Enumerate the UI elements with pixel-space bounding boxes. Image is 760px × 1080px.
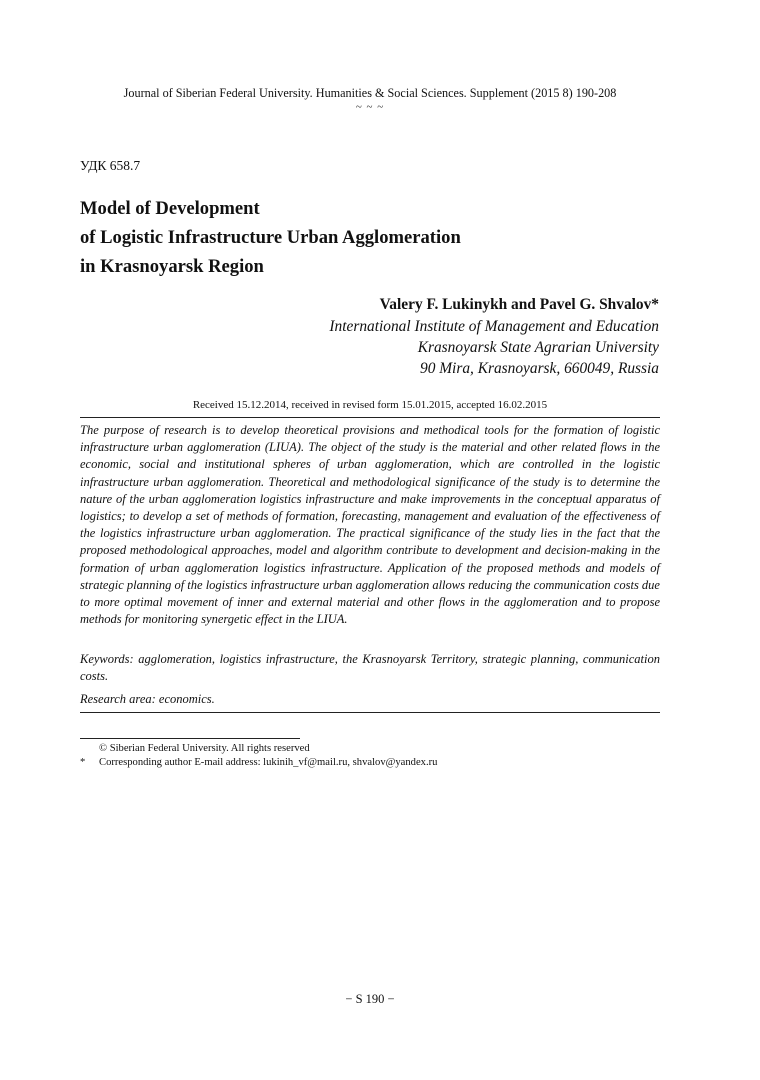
- abstract: [80, 422, 660, 628]
- header-separator: ~ ~ ~: [355, 101, 385, 113]
- received-dates: Received 15.12.2014, received in revised form 15.01.2015, accepted 16.02.2015: [192, 399, 548, 411]
- title-line: in Krasnoyarsk Region: [80, 256, 264, 277]
- affiliation-line: 90 Mira, Krasnoyarsk, 660049, Russia: [420, 360, 659, 377]
- title-line: Model of Development: [80, 198, 260, 219]
- abstract-top-rule: [80, 417, 660, 418]
- affiliation-line: Krasnoyarsk State Agrarian University: [417, 339, 659, 356]
- copyright-text: © Siberian Federal University. All rights reserved: [99, 743, 310, 754]
- page-number: − S 190 −: [345, 992, 395, 1006]
- footnote-corresponding: [80, 756, 660, 769]
- abstract-bottom-rule: [80, 712, 660, 713]
- abstract-text: The purpose of research is to develop theoretical provisions and methodical tools for the formation of logistic infrastructure urban agglomeration (LIUA). The object of the study is the material and other related flows in the economic, social and institutional spheres of urban agglomeration, which are controlled in the logistic infrastructure urban agglomeration. Theoretical and methodological significance of the study is to determine the nature of the urban agglomeration logistics infrastructure and make improvements in the conceptual apparatus of logistics; to develop a set of methods of formation, forecasting, management and evaluation of the effectiveness of the logistics infrastructure urban agglomeration. The practical significance of the study lies in the fact that the proposed methodological approaches, model and algorithm contribute to development and decision-making in the formation of urban agglomeration logistics infrastructure. Application of the proposed methods and models of strategic planning of the logistics infrastructure urban agglomeration allows reducing the communication costs due to more optimal movement of inner and external material and other flows in the agglomeration and to propose methods for monitoring synergetic effect in the LIUA.: [80, 423, 660, 627]
- affiliation-line: International Institute of Management and Education: [329, 318, 659, 335]
- udc-code: УДК 658.7: [80, 158, 141, 173]
- authors: Valery F. Lukinykh and Pavel G. Shvalov*: [379, 296, 659, 313]
- paper-title: [80, 194, 680, 281]
- footnote-copyright: [80, 742, 660, 755]
- corresponding-text: Corresponding author E-mail address: lukinih_vf@mail.ru, shvalov@yandex.ru: [99, 757, 438, 768]
- footnote-rule: [80, 738, 300, 739]
- journal-header: Journal of Siberian Federal University. Humanities & Social Sciences. Supplement (2015 8) 190-208: [123, 86, 617, 100]
- asterisk-mark: *: [80, 757, 86, 768]
- keywords: Keywords: agglomeration, logistics infrastructure, the Krasnoyarsk Territory, strategic planning, communication costs.: [80, 652, 660, 683]
- title-line: of Logistic Infrastructure Urban Agglomeration: [80, 227, 461, 248]
- research-area: Research area: economics.: [80, 692, 215, 706]
- affiliation: [329, 316, 659, 379]
